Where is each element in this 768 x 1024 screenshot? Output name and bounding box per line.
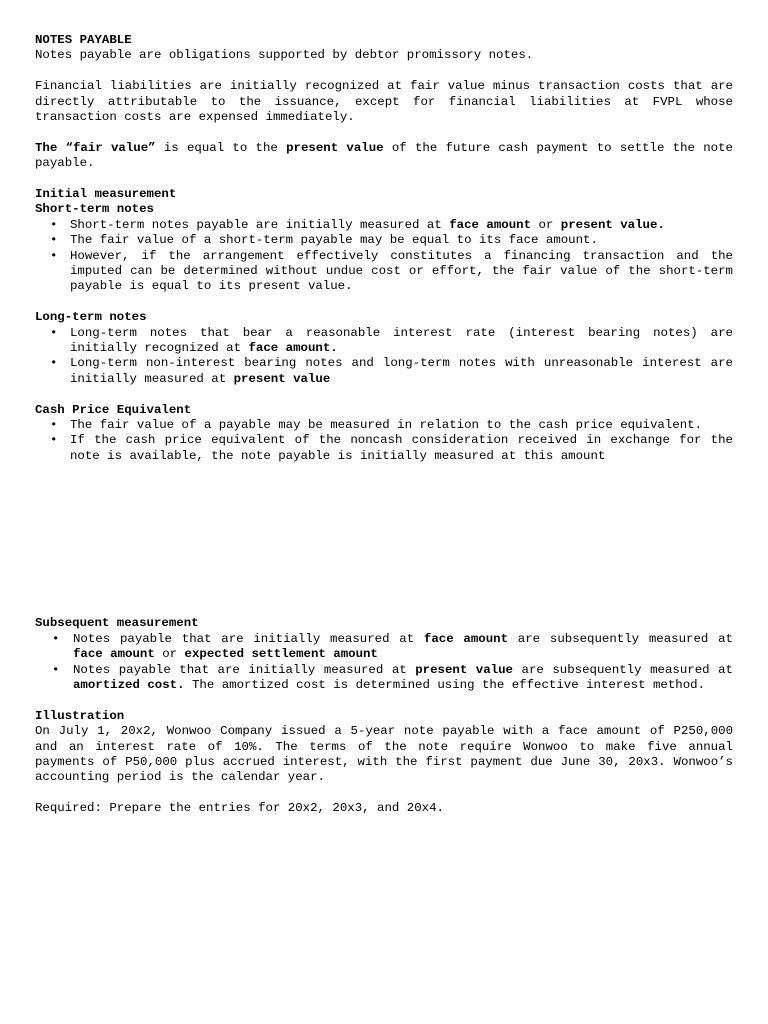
document-title: NOTES PAYABLE: [35, 33, 132, 47]
present-value-term: present value: [286, 140, 384, 155]
long-term-notes-list: [35, 326, 733, 388]
cash-price-list: [35, 418, 733, 464]
illustration-heading: Illustration: [35, 708, 125, 723]
short-term-notes-list: [35, 218, 733, 295]
list-item: • Notes payable that are initially measured at face amount are subsequently measured at face amount or expected settlement amount: [35, 632, 733, 663]
short-term-notes-heading: Short-term notes: [35, 202, 154, 217]
initial-measurement-heading: Initial measurement: [35, 187, 177, 202]
illustration-required: Required: Prepare the entries for 20x2, 20x3, and 20x4.: [35, 801, 444, 816]
financial-liabilities-paragraph: Financial liabilities are initially recognized at fair value minus transaction costs that are directly attributable to the issuance, except for financial liabilities at FVPL whose transaction costs are expensed immediately.: [35, 79, 733, 125]
fair-value-paragraph: The “fair value” is equal to the present value of the future cash payment to settle the note payable.: [35, 140, 733, 171]
list-item: • Long-term notes that bear a reasonable interest rate (interest bearing notes) are initially recognized at face amount.: [35, 326, 733, 357]
cash-price-equivalent-heading: Cash Price Equivalent: [35, 402, 192, 417]
list-item: • Short-term notes payable are initially measured at face amount or present value.: [35, 218, 733, 233]
list-item: • Notes payable that are initially measured at present value are subsequently measured at amortized cost. The amortized cost is determined using the effective interest method.: [35, 663, 733, 694]
list-item: • However, if the arrangement effectively constitutes a financing transaction and the imputed can be determined without undue cost or effort, the fair value of the short-term payable is equal to its present value.: [35, 249, 733, 295]
long-term-notes-heading: Long-term notes: [35, 310, 147, 325]
list-item: • Long-term non-interest bearing notes and long-term notes with unreasonable interest are initially measured at present value: [35, 356, 733, 387]
subsequent-measurement-heading: Subsequent measurement: [35, 616, 199, 631]
illustration-body: On July 1, 20x2, Wonwoo Company issued a 5-year note payable with a face amount of P250,000 and an interest rate of 10%. The terms of the note require Wonwoo to make five annual payments of P50,000 plus accrued interest, with the first payment due June 30, 20x3. Wonwoo’s accounting period is the calendar year.: [35, 724, 733, 785]
list-item: • The fair value of a short-term payable may be equal to its face amount.: [35, 233, 733, 248]
subsequent-measurement-list: [35, 632, 733, 694]
fair-value-term: The “fair value”: [35, 140, 156, 155]
intro-paragraph: Notes payable are obligations supported by debtor promissory notes.: [35, 48, 534, 63]
document-page: [35, 33, 733, 817]
list-item: • The fair value of a payable may be measured in relation to the cash price equivalent.: [35, 418, 733, 433]
list-item: • If the cash price equivalent of the noncash consideration received in exchange for the note is available, the note payable is initially measured at this amount: [35, 433, 733, 464]
